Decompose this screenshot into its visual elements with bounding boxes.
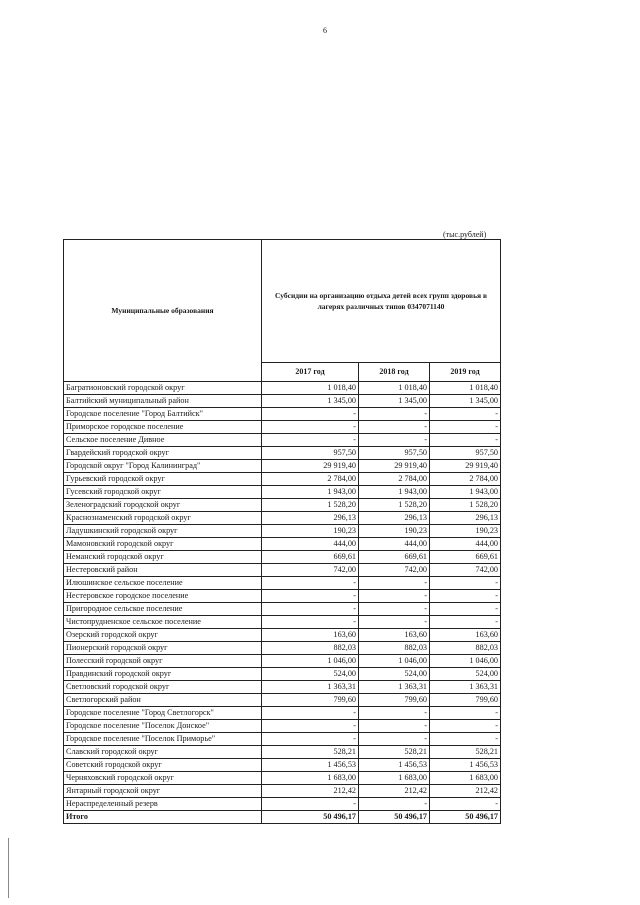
row-name: Славский городской округ: [64, 746, 262, 759]
row-value-2018: 1 456,53: [359, 759, 430, 772]
row-name: Багратионовский городской округ: [64, 382, 262, 395]
row-name: Нераспределенный резерв: [64, 798, 262, 811]
table-row: [64, 642, 501, 655]
row-value-2017: 1 456,53: [262, 759, 359, 772]
row-value-2019: -: [430, 577, 501, 590]
table-row: [64, 564, 501, 577]
row-value-2019: 1 046,00: [430, 655, 501, 668]
row-value-2017: -: [262, 707, 359, 720]
row-value-2018: -: [359, 798, 430, 811]
row-value-2017: -: [262, 603, 359, 616]
page-number: 6: [323, 26, 327, 35]
table-row: [64, 499, 501, 512]
row-name: Нестеровское городское поселение: [64, 590, 262, 603]
row-value-2017: 882,03: [262, 642, 359, 655]
subsidy-table: [63, 239, 501, 824]
row-value-2018: 190,23: [359, 525, 430, 538]
row-value-2018: 524,00: [359, 668, 430, 681]
row-value-2017: 1 046,00: [262, 655, 359, 668]
row-value-2018: -: [359, 434, 430, 447]
row-value-2019: -: [430, 733, 501, 746]
table-row: [64, 408, 501, 421]
row-name: Черняховский городской округ: [64, 772, 262, 785]
row-value-2019: 1 345,00: [430, 395, 501, 408]
row-name: Приморское городское поселение: [64, 421, 262, 434]
row-value-2018: 212,42: [359, 785, 430, 798]
table-row: [64, 733, 501, 746]
row-name: Полесский городской округ: [64, 655, 262, 668]
row-value-2018: 444,00: [359, 538, 430, 551]
row-value-2018: 742,00: [359, 564, 430, 577]
row-value-2018: -: [359, 707, 430, 720]
row-value-2018: -: [359, 603, 430, 616]
row-value-2017: 1 363,31: [262, 681, 359, 694]
table-row: [64, 785, 501, 798]
row-name: Ладушкинский городской округ: [64, 525, 262, 538]
row-value-2018: 1 345,00: [359, 395, 430, 408]
row-value-2018: 799,60: [359, 694, 430, 707]
row-value-2018: -: [359, 408, 430, 421]
row-value-2017: 1 528,20: [262, 499, 359, 512]
row-value-2019: 2 784,00: [430, 473, 501, 486]
row-value-2017: 212,42: [262, 785, 359, 798]
row-value-2018: 2 784,00: [359, 473, 430, 486]
table-row: [64, 512, 501, 525]
row-name: Сельское поселение Дивное: [64, 434, 262, 447]
row-value-2019: -: [430, 798, 501, 811]
row-value-2019: -: [430, 421, 501, 434]
row-value-2017: 1 345,00: [262, 395, 359, 408]
row-name: Озерский городской округ: [64, 629, 262, 642]
row-name: Зеленоградский городской округ: [64, 499, 262, 512]
row-value-2017: 669,61: [262, 551, 359, 564]
table-row: [64, 434, 501, 447]
row-value-2019: -: [430, 408, 501, 421]
table-row: [64, 681, 501, 694]
row-value-2019: 163,60: [430, 629, 501, 642]
row-value-2018: -: [359, 733, 430, 746]
table-row: [64, 616, 501, 629]
table-row: [64, 473, 501, 486]
row-value-2017: -: [262, 590, 359, 603]
total-row: [64, 811, 501, 824]
row-value-2017: -: [262, 798, 359, 811]
row-name: Илюшинское сельское поселение: [64, 577, 262, 590]
row-value-2017: 742,00: [262, 564, 359, 577]
row-name: Городское поселение "Поселок Приморье": [64, 733, 262, 746]
table-row: [64, 746, 501, 759]
row-value-2017: -: [262, 720, 359, 733]
row-value-2017: 296,13: [262, 512, 359, 525]
total-2019: 50 496,17: [430, 811, 501, 824]
row-value-2017: -: [262, 733, 359, 746]
row-value-2018: 1 943,00: [359, 486, 430, 499]
row-value-2019: 444,00: [430, 538, 501, 551]
row-name: Мамоновский городской округ: [64, 538, 262, 551]
row-name: Гусевский городской округ: [64, 486, 262, 499]
row-value-2017: 29 919,40: [262, 460, 359, 473]
header-municipality: Муниципальные образования: [64, 240, 262, 382]
row-value-2018: 163,60: [359, 629, 430, 642]
row-value-2018: 1 363,31: [359, 681, 430, 694]
row-value-2017: -: [262, 434, 359, 447]
row-value-2017: -: [262, 616, 359, 629]
row-value-2018: -: [359, 720, 430, 733]
table-row: [64, 759, 501, 772]
row-value-2019: 296,13: [430, 512, 501, 525]
row-value-2019: 1 018,40: [430, 382, 501, 395]
table-row: [64, 538, 501, 551]
row-name: Чистопрудненское сельское поселение: [64, 616, 262, 629]
row-value-2018: 882,03: [359, 642, 430, 655]
row-value-2019: -: [430, 707, 501, 720]
row-value-2017: 444,00: [262, 538, 359, 551]
row-value-2019: -: [430, 434, 501, 447]
table-row: [64, 551, 501, 564]
row-value-2017: 524,00: [262, 668, 359, 681]
table-row: [64, 707, 501, 720]
row-value-2017: 1 943,00: [262, 486, 359, 499]
header-subsidy: Субсидии на организацию отдыха детей всех групп здоровья в лагерях различных типов 0347071140: [262, 240, 501, 363]
row-name: Краснознаменский городской округ: [64, 512, 262, 525]
table-row: [64, 772, 501, 785]
row-value-2019: 528,21: [430, 746, 501, 759]
row-value-2018: -: [359, 616, 430, 629]
row-value-2019: 524,00: [430, 668, 501, 681]
row-name: Янтарный городской округ: [64, 785, 262, 798]
row-name: Городское поселение "Город Балтийск": [64, 408, 262, 421]
row-name: Правдинский городской округ: [64, 668, 262, 681]
row-value-2017: 957,50: [262, 447, 359, 460]
row-value-2019: -: [430, 720, 501, 733]
table-row: [64, 798, 501, 811]
row-value-2018: 1 018,40: [359, 382, 430, 395]
row-value-2018: 1 683,00: [359, 772, 430, 785]
table-row: [64, 603, 501, 616]
table-row: [64, 395, 501, 408]
row-value-2018: -: [359, 590, 430, 603]
row-value-2017: -: [262, 577, 359, 590]
total-2017: 50 496,17: [262, 811, 359, 824]
row-value-2019: 799,60: [430, 694, 501, 707]
row-value-2019: -: [430, 616, 501, 629]
row-name: Светловский городской округ: [64, 681, 262, 694]
row-name: Гурьевский городской округ: [64, 473, 262, 486]
row-value-2019: 1 683,00: [430, 772, 501, 785]
header-year-2019: 2019 год: [430, 363, 501, 382]
row-value-2019: 669,61: [430, 551, 501, 564]
row-value-2018: 296,13: [359, 512, 430, 525]
table-row: [64, 421, 501, 434]
row-value-2019: 1 943,00: [430, 486, 501, 499]
row-name: Гвардейский городской округ: [64, 447, 262, 460]
row-name: Балтийский муниципальный район: [64, 395, 262, 408]
table-row: [64, 382, 501, 395]
row-value-2017: 190,23: [262, 525, 359, 538]
row-value-2017: -: [262, 421, 359, 434]
row-value-2018: 1 528,20: [359, 499, 430, 512]
row-value-2019: 1 363,31: [430, 681, 501, 694]
row-name: Неманский городской округ: [64, 551, 262, 564]
table-row: [64, 486, 501, 499]
row-name: Городской округ "Город Калининград": [64, 460, 262, 473]
table-row: [64, 720, 501, 733]
row-value-2019: -: [430, 590, 501, 603]
units-label: (тыс.рублей): [443, 230, 487, 239]
table-row: [64, 525, 501, 538]
row-name: Пионерский городской округ: [64, 642, 262, 655]
row-name: Городское поселение "Поселок Донское": [64, 720, 262, 733]
row-value-2017: 1 018,40: [262, 382, 359, 395]
table-row: [64, 668, 501, 681]
row-value-2018: 528,21: [359, 746, 430, 759]
row-value-2019: -: [430, 603, 501, 616]
row-name: Советский городской округ: [64, 759, 262, 772]
row-value-2019: 190,23: [430, 525, 501, 538]
row-value-2019: 1 456,53: [430, 759, 501, 772]
row-value-2017: 799,60: [262, 694, 359, 707]
table-body: [64, 382, 501, 811]
table-row: [64, 460, 501, 473]
row-name: Светлогорский район: [64, 694, 262, 707]
header-year-2018: 2018 год: [359, 363, 430, 382]
row-name: Пригородное сельское поселение: [64, 603, 262, 616]
header-year-2017: 2017 год: [262, 363, 359, 382]
row-value-2019: 957,50: [430, 447, 501, 460]
row-value-2018: 669,61: [359, 551, 430, 564]
row-value-2019: 29 919,40: [430, 460, 501, 473]
margin-mark: [8, 838, 9, 898]
row-value-2017: -: [262, 408, 359, 421]
total-2018: 50 496,17: [359, 811, 430, 824]
row-value-2019: 882,03: [430, 642, 501, 655]
total-label: Итого: [64, 811, 262, 824]
table-row: [64, 577, 501, 590]
row-value-2017: 528,21: [262, 746, 359, 759]
row-value-2018: 1 046,00: [359, 655, 430, 668]
table-row: [64, 590, 501, 603]
row-value-2017: 163,60: [262, 629, 359, 642]
row-value-2017: 2 784,00: [262, 473, 359, 486]
table-row: [64, 447, 501, 460]
row-value-2018: -: [359, 577, 430, 590]
table-row: [64, 655, 501, 668]
row-value-2019: 742,00: [430, 564, 501, 577]
row-value-2018: -: [359, 421, 430, 434]
row-value-2017: 1 683,00: [262, 772, 359, 785]
row-value-2018: 957,50: [359, 447, 430, 460]
table-row: [64, 629, 501, 642]
row-value-2019: 1 528,20: [430, 499, 501, 512]
row-name: Городское поселение "Город Светлогорск": [64, 707, 262, 720]
row-value-2018: 29 919,40: [359, 460, 430, 473]
header-row: [64, 240, 501, 363]
row-name: Нестеровский район: [64, 564, 262, 577]
table-row: [64, 694, 501, 707]
row-value-2019: 212,42: [430, 785, 501, 798]
